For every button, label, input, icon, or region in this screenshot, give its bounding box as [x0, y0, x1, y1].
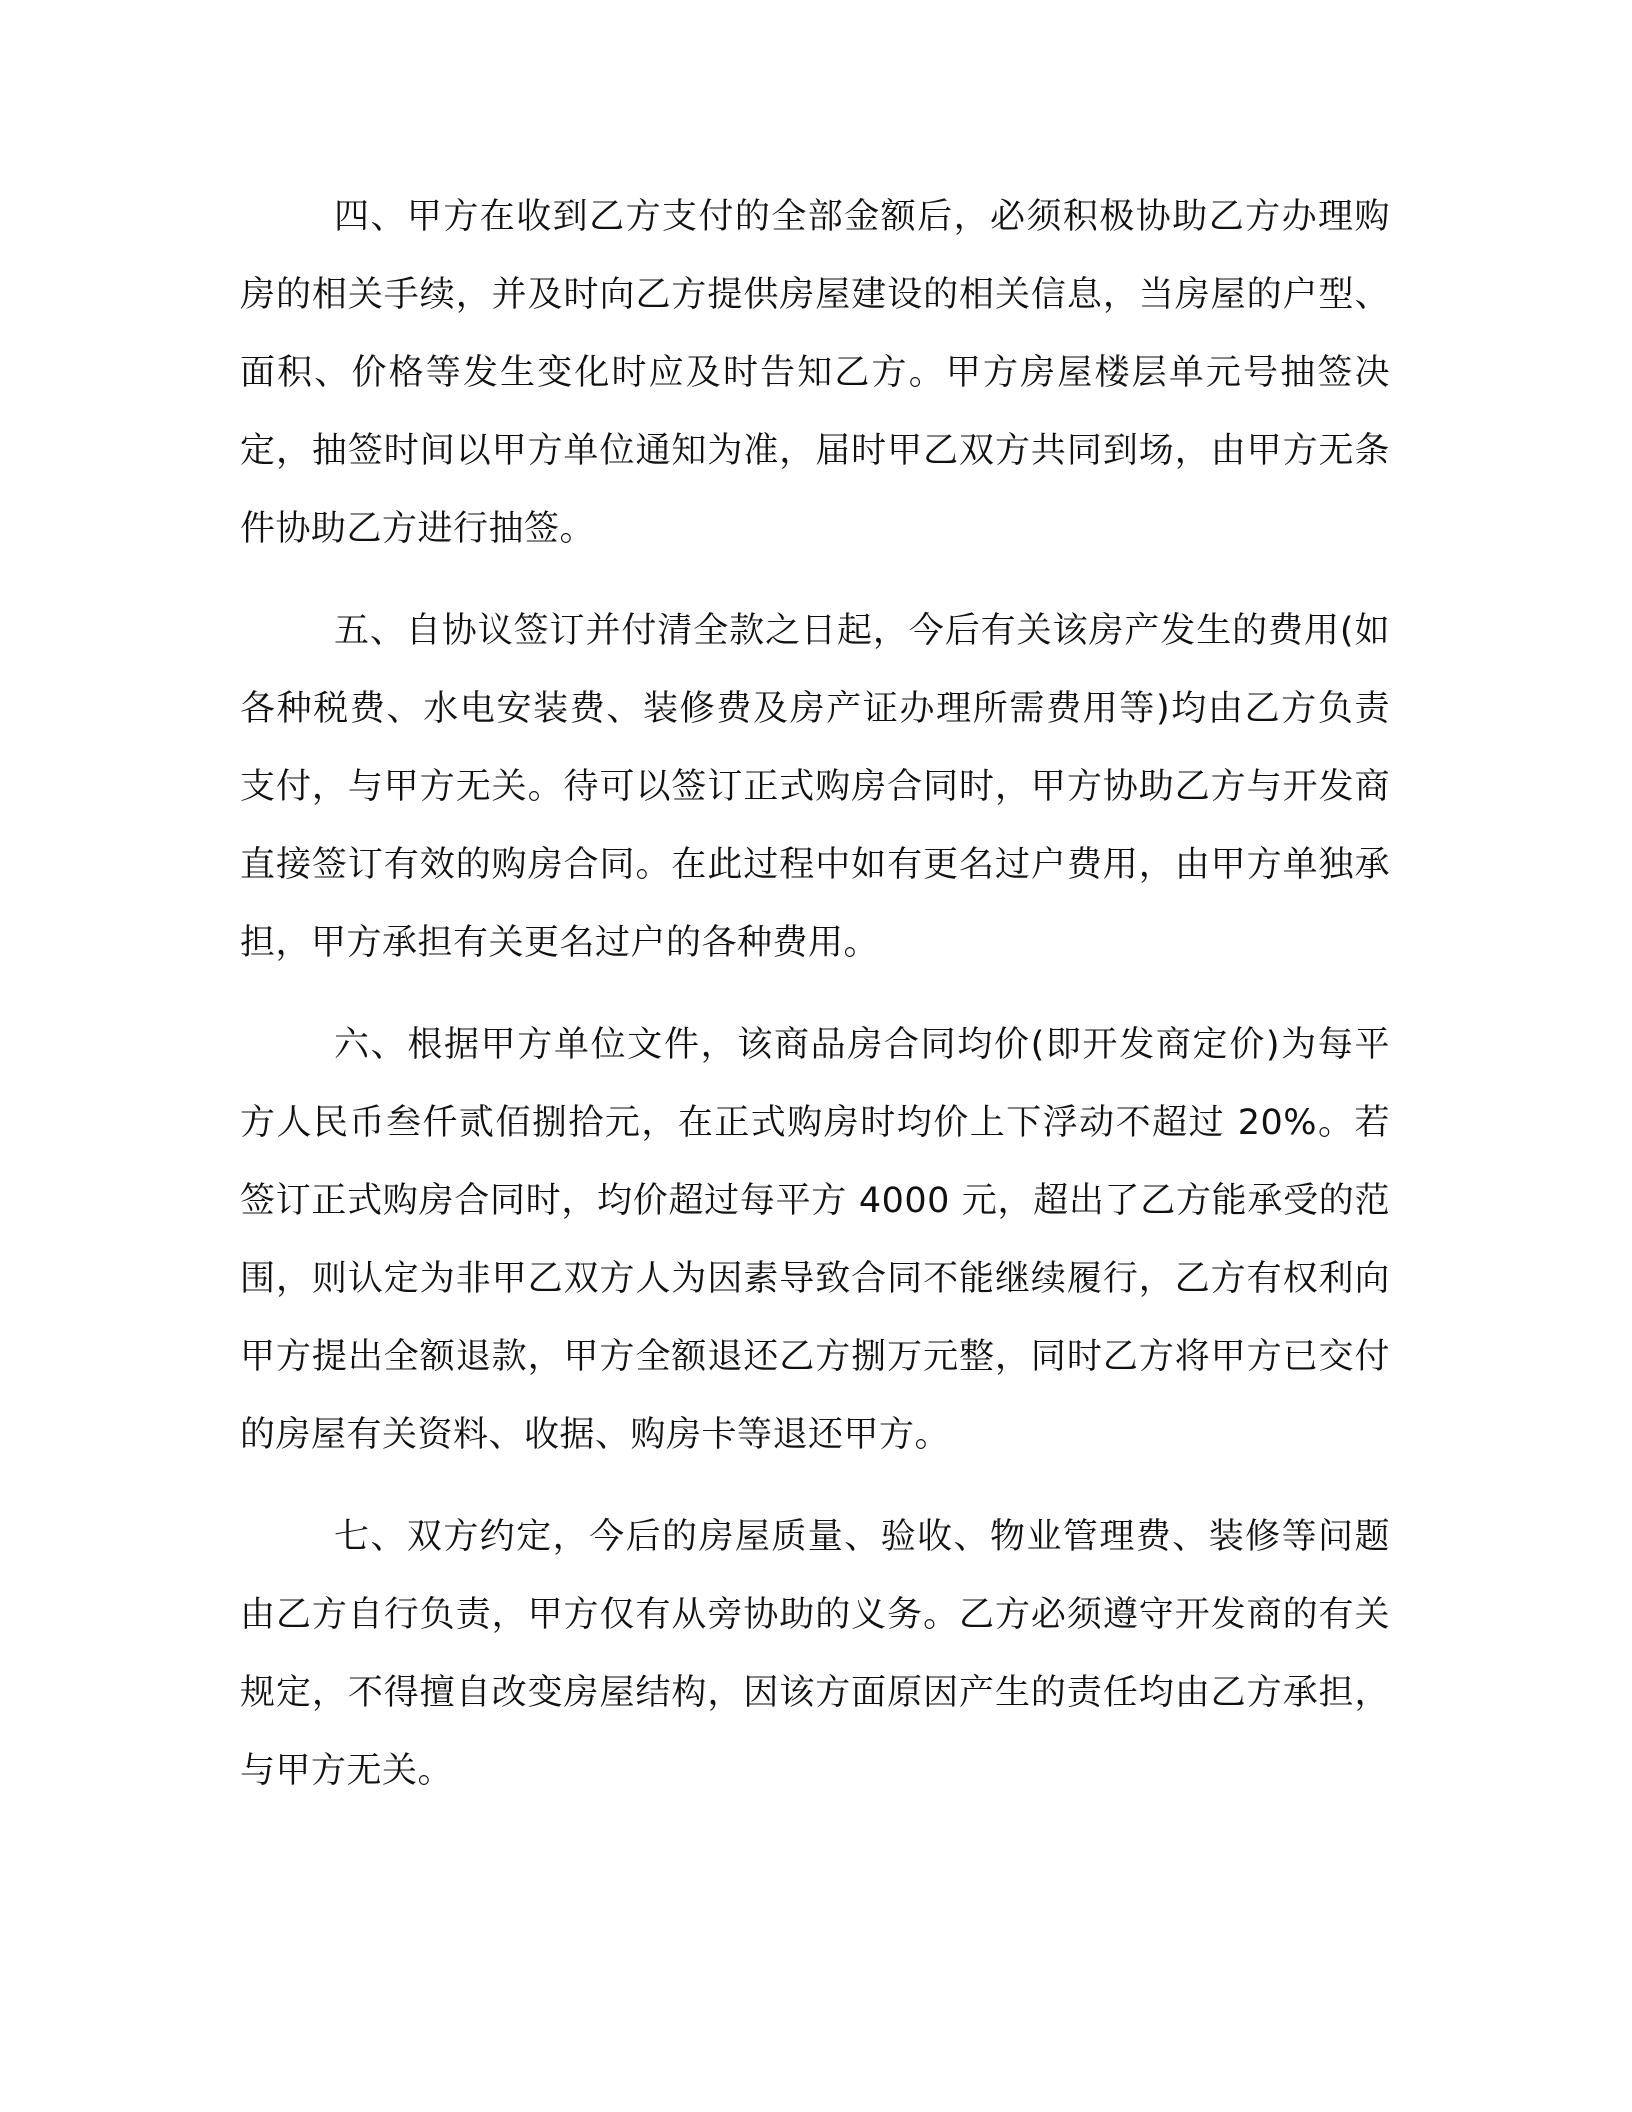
- clause-four-paragraph: 四、甲方在收到乙方支付的全部金额后，必须积极协助乙方办理购房的相关手续，并及时向乙方提供房屋建设的相关信息，当房屋的户型、面积、价格等发生变化时应及时告知乙方。甲方房屋楼层单元号抽签决定，抽签时间以甲方单位通知为准，届时甲乙双方共同到场，由甲方无条件协助乙方进行抽签。: [240, 197, 1390, 549]
- clause-five-paragraph: 五、自协议签订并付清全款之日起，今后有关该房产发生的费用(如各种税费、水电安装费、装修费及房产证办理所需费用等)均由乙方负责支付，与甲方无关。待可以签订正式购房合同时，甲方协助乙方与开发商直接签订有效的购房合同。在此过程中如有更名过户费用，由甲方单独承担，甲方承担有关更名过户的各种费用。: [240, 611, 1390, 963]
- clause-seven-paragraph: 七、双方约定，今后的房屋质量、验收、物业管理费、装修等问题由乙方自行负责，甲方仅有从旁协助的义务。乙方必须遵守开发商的有关规定，不得擅自改变房屋结构，因该方面原因产生的责任均由乙方承担，与甲方无关。: [240, 1517, 1390, 1791]
- clause-six-paragraph: 六、根据甲方单位文件，该商品房合同均价(即开发商定价)为每平方人民币叁仟贰佰捌拾元，在正式购房时均价上下浮动不超过 20%。若签订正式购房合同时，均价超过每平方 4000 元，超出了乙方能承受的范围，则认定为非甲乙双方人为因素导致合同不能继续履行，乙方有权利向甲方提出全额退款，甲方全额退还乙方捌万元整，同时乙方将甲方已交付的房屋有关资料、收据、购房卡等退还甲方。: [240, 1025, 1390, 1455]
